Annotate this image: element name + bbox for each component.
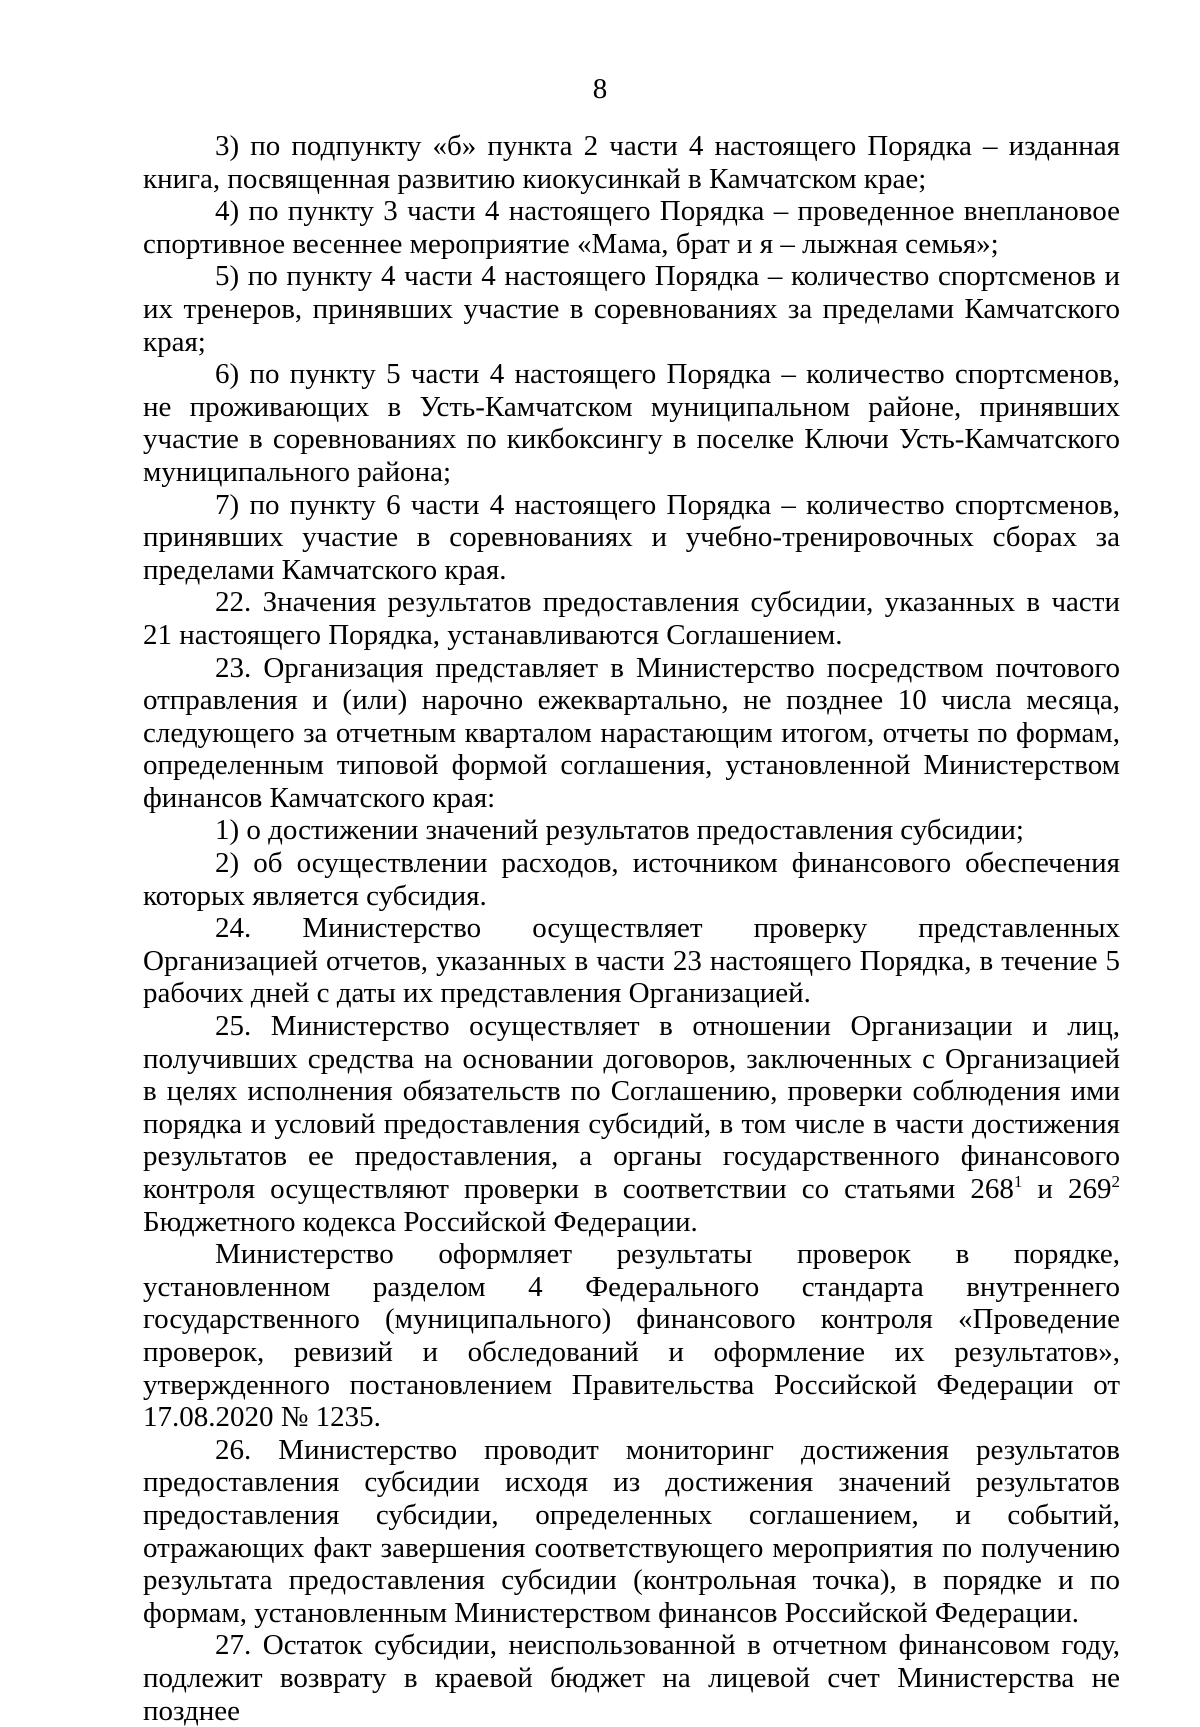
superscript-2: 2: [1111, 1172, 1120, 1191]
paragraph-item-6: 6) по пункту 5 части 4 настоящего Порядка – количество спортсменов, не проживающих в Усть-Камчатском муниципальном районе, принявших участие в соревнованиях по кикбоксингу в поселке Ключи Усть-Камчатского муниципального района;: [143, 358, 1120, 488]
paragraph-26: 26. Министерство проводит мониторинг достижения результатов предоставления субсидии исходя из достижения значений результатов предоставления субсидии, определенных соглашением, и событий, отражающих факт завершения соответствующего мероприятия по получению результата предоставления субсидии (контрольная точка), в порядке и по формам, установленным Министерством финансов Российской Федерации.: [143, 1433, 1120, 1629]
paragraph-25-text-middle: и 269: [1022, 1173, 1112, 1205]
paragraph-item-7: 7) по пункту 6 части 4 настоящего Порядка – количество спортсменов, принявших участие в соревнованиях и учебно-тренировочных сборах за пределами Камчатского края.: [143, 488, 1120, 586]
paragraph-25: [143, 1010, 1120, 1238]
paragraph-25-text-before: 25. Министерство осуществляет в отношении Организации и лиц, получивших средства на основании договоров, заключенных с Организацией в целях исполнения обязательств по Соглашению, проверки соблюдения ими порядка и условий предоставления субсидий, в том числе в части достижения результатов ее предоставления, а органы государственного финансового контроля осуществляют проверки в соответствии со статьями 268: [143, 1010, 1120, 1205]
superscript-1: 1: [1013, 1172, 1023, 1191]
paragraph-item-5: 5) по пункту 4 части 4 настоящего Порядка – количество спортсменов и их тренеров, принявших участие в соревнованиях за пределами Камчатского края;: [143, 260, 1120, 358]
document-body: [143, 130, 1120, 1727]
paragraph-25-text-after: Бюджетного кодекса Российской Федерации.: [143, 1205, 698, 1238]
paragraph-23-item-2: 2) об осуществлении расходов, источником финансового обеспечения которых является субсидия.: [143, 847, 1120, 912]
paragraph-25-continuation: Министерство оформляет результаты проверок в порядке, установленном разделом 4 Федерального стандарта внутреннего государственного (муниципального) финансового контроля «Проведение проверок, ревизий и обследований и оформление их результатов», утвержденного постановлением Правительства Российской Федерации от 17.08.2020 № 1235.: [143, 1238, 1120, 1434]
paragraph-23-item-1: 1) о достижении значений результатов предоставления субсидии;: [215, 814, 1024, 847]
paragraph-23: 23. Организация представляет в Министерство посредством почтового отправления и (или) нарочно ежеквартально, не позднее 10 числа месяца, следующего за отчетным кварталом нарастающим итогом, отчеты по формам, определенным типовой формой соглашения, установленной Министерством финансов Камчатского края:: [143, 651, 1120, 814]
paragraph-27: 27. Остаток субсидии, неиспользованной в отчетном финансовом году, подлежит возврату в краевой бюджет на лицевой счет Министерства не позднее: [143, 1629, 1120, 1727]
page-number: 8: [592, 73, 608, 105]
paragraph-item-3: 3) по подпункту «б» пункта 2 части 4 настоящего Порядка – изданная книга, посвященная развитию киокусинкай в Камчатском крае;: [143, 130, 1120, 195]
paragraph-22: 22. Значения результатов предоставления субсидии, указанных в части 21 настоящего Порядка, устанавливаются Соглашением.: [143, 586, 1120, 651]
paragraph-24: 24. Министерство осуществляет проверку представленных Организацией отчетов, указанных в части 23 настоящего Порядка, в течение 5 рабочих дней с даты их представления Организацией.: [143, 912, 1120, 1010]
paragraph-item-4: 4) по пункту 3 части 4 настоящего Порядка – проведенное внеплановое спортивное весеннее мероприятие «Мама, брат и я – лыжная семья»;: [143, 195, 1120, 260]
